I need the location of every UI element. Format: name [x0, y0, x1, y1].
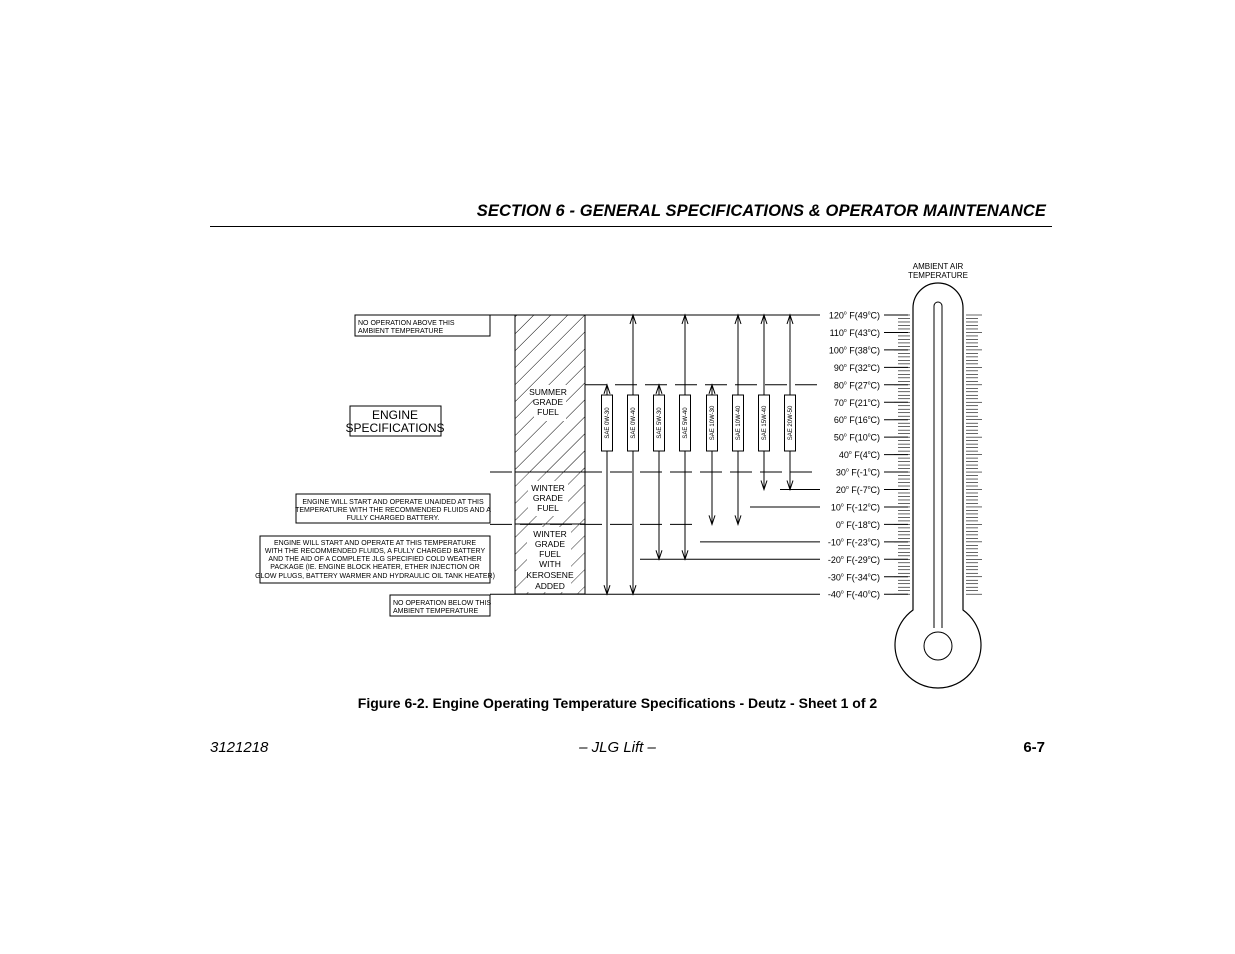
temperature-label: [829, 311, 908, 321]
svg-text:10o F(-12oC): 10$^o$ F(-12$^o$C): [830, 502, 880, 513]
note-no-operation-above: [355, 315, 490, 336]
temperature-label: [839, 450, 908, 460]
svg-text:AND THE AID OF A COMPLETE JLG: AND THE AID OF A COMPLETE JLG SPECIFIED COLD WEATHER: [268, 556, 482, 563]
svg-text:-40o F(-40oC): -40$^o$ F(-40$^o$C): [827, 589, 880, 600]
thermometer-label-1: AMBIENT AIR: [912, 262, 964, 271]
engine-spec-line-2: SPECIFICATIONS: [345, 421, 445, 435]
temperature-label: [830, 328, 908, 338]
svg-text:FULLY CHARGED BATTERY.: FULLY CHARGED BATTERY.: [346, 515, 440, 522]
oil-viscosity-ranges: [602, 315, 796, 594]
svg-text:AMBIENT TEMPERATURE: AMBIENT TEMPERATURE: [393, 608, 479, 615]
temperature-label: [828, 537, 908, 547]
oil-label: SAE 10W-40: [736, 405, 742, 441]
engine-spec-line-1: ENGINE: [371, 408, 419, 422]
svg-text:GRADE: GRADE: [532, 397, 564, 407]
thermometer: [894, 262, 982, 688]
svg-text:FUEL: FUEL: [539, 549, 561, 559]
temperature-label: [828, 572, 908, 582]
svg-text:GRADE: GRADE: [534, 539, 566, 549]
document-number: 3121218: [210, 739, 269, 756]
note-unaided-start: [295, 494, 491, 523]
svg-text:ADDED: ADDED: [535, 581, 565, 591]
temperature-label: [836, 468, 908, 478]
section-title: SECTION 6 - GENERAL SPECIFICATIONS & OPERATOR MAINTENANCE: [476, 202, 1046, 220]
oil-label: SAE 20W-50: [788, 405, 794, 441]
svg-text:120o F(49oC): 120$^o$ F(49$^o$C): [828, 310, 880, 321]
svg-text:-30o F(-34oC): -30$^o$ F(-34$^o$C): [827, 572, 880, 583]
svg-text:0o F(-18oC): 0$^o$ F(-18$^o$C): [835, 519, 880, 530]
temperature-label: [834, 398, 908, 408]
svg-text:SUMMER: SUMMER: [529, 387, 567, 397]
svg-text:NO OPERATION ABOVE THIS: NO OPERATION ABOVE THIS: [358, 320, 455, 327]
svg-text:NO OPERATION BELOW THIS: NO OPERATION BELOW THIS: [393, 600, 492, 607]
fuel-zones: [515, 315, 585, 594]
svg-text:ENGINE WILL START AND OPERATE: ENGINE WILL START AND OPERATE UNAIDED AT THIS: [302, 499, 484, 506]
temperature-label: [828, 590, 908, 600]
svg-text:100o F(38oC): 100$^o$ F(38$^o$C): [828, 345, 880, 356]
svg-text:WITH THE RECOMMENDED FLUIDS, A: WITH THE RECOMMENDED FLUIDS, A FULLY CHARGED BATTERY: [264, 548, 486, 555]
figure-caption: Figure 6-2. Engine Operating Temperature Specifications - Deutz - Sheet 1 of 2: [357, 695, 878, 711]
page-number: 6-7: [1023, 739, 1045, 756]
svg-text:20o F(-7oC): 20$^o$ F(-7$^o$C): [835, 485, 880, 495]
svg-text:WINTER: WINTER: [531, 483, 565, 493]
svg-text:GLOW PLUGS, BATTERY WARMER AND: GLOW PLUGS, BATTERY WARMER AND HYDRAULIC OIL TANK HEATER): [255, 573, 495, 580]
svg-text:60o F(16oC): 60$^o$ F(16$^o$C): [833, 415, 880, 426]
oil-range-sae-5w-40: [680, 315, 691, 559]
thermometer-outline-icon: [895, 283, 981, 688]
temperature-label: [831, 502, 908, 512]
temperature-label: [834, 433, 908, 443]
temperature-scale-labels: [828, 311, 908, 600]
svg-text:110o F(43oC): 110$^o$ F(43$^o$C): [829, 327, 880, 338]
temperature-label: [834, 415, 908, 425]
thermometer-label-2: TEMPERATURE: [908, 271, 968, 280]
temperature-label: [836, 485, 908, 495]
svg-text:70o F(21oC): 70$^o$ F(21$^o$C): [833, 397, 880, 408]
svg-text:ENGINE WILL START AND OPERATE: ENGINE WILL START AND OPERATE AT THIS TEMPERATURE: [273, 540, 477, 547]
svg-text:GRADE: GRADE: [532, 493, 564, 503]
oil-range-sae-10w-30: [707, 385, 718, 525]
temperature-label: [834, 363, 908, 373]
note-cold-weather-package: [255, 536, 495, 583]
oil-label: SAE 0W-40: [631, 407, 637, 439]
svg-text:30o F(-1oC): 30$^o$ F(-1$^o$C): [835, 467, 880, 478]
oil-label: SAE 15W-40: [762, 405, 768, 441]
oil-label: SAE 5W-30: [657, 407, 663, 439]
svg-text:50o F(10oC): 50$^o$ F(10$^o$C): [833, 432, 880, 443]
note-no-operation-below: [390, 595, 491, 616]
svg-text:TEMPERATURE WITH THE RECOMMEND: TEMPERATURE WITH THE RECOMMENDED FLUIDS AND A: [295, 507, 491, 514]
svg-text:KEROSENE: KEROSENE: [526, 570, 574, 580]
oil-label: SAE 5W-40: [683, 407, 689, 439]
svg-text:AMBIENT TEMPERATURE: AMBIENT TEMPERATURE: [358, 328, 444, 335]
svg-text:FUEL: FUEL: [537, 503, 559, 513]
temperature-label: [828, 555, 908, 565]
oil-range-sae-15w-40: [759, 315, 770, 490]
oil-range-sae-10w-40: [733, 315, 744, 524]
svg-text:80o F(27oC): 80$^o$ F(27$^o$C): [833, 380, 880, 391]
oil-label: SAE 0W-30: [605, 407, 611, 439]
oil-range-sae-20w-50: [785, 315, 796, 490]
oil-label: SAE 10W-30: [710, 405, 716, 441]
temperature-label: [829, 345, 908, 355]
svg-text:40o F(4oC): 40$^o$ F(4$^o$C): [838, 450, 880, 461]
svg-text:WITH: WITH: [539, 559, 561, 569]
temperature-label: [836, 520, 908, 530]
oil-range-sae-0w-40: [628, 315, 639, 594]
thermometer-bulb-icon: [924, 632, 952, 660]
temperature-label: [834, 380, 908, 390]
engine-specifications-box: [345, 406, 444, 436]
svg-text:-10o F(-23oC): -10$^o$ F(-23$^o$C): [827, 537, 880, 548]
svg-text:-20o F(-29oC): -20$^o$ F(-29$^o$C): [827, 554, 880, 565]
svg-text:90o F(32oC): 90$^o$ F(32$^o$C): [833, 362, 880, 373]
svg-text:WINTER: WINTER: [533, 529, 567, 539]
svg-text:FUEL: FUEL: [537, 407, 559, 417]
svg-text:PACKAGE (IE. ENGINE BLOCK HEAT: PACKAGE (IE. ENGINE BLOCK HEATER, ETHER INJECTION OR: [270, 564, 480, 571]
oil-range-sae-0w-30: [602, 385, 613, 594]
footer-brand: – JLG Lift –: [579, 739, 656, 756]
